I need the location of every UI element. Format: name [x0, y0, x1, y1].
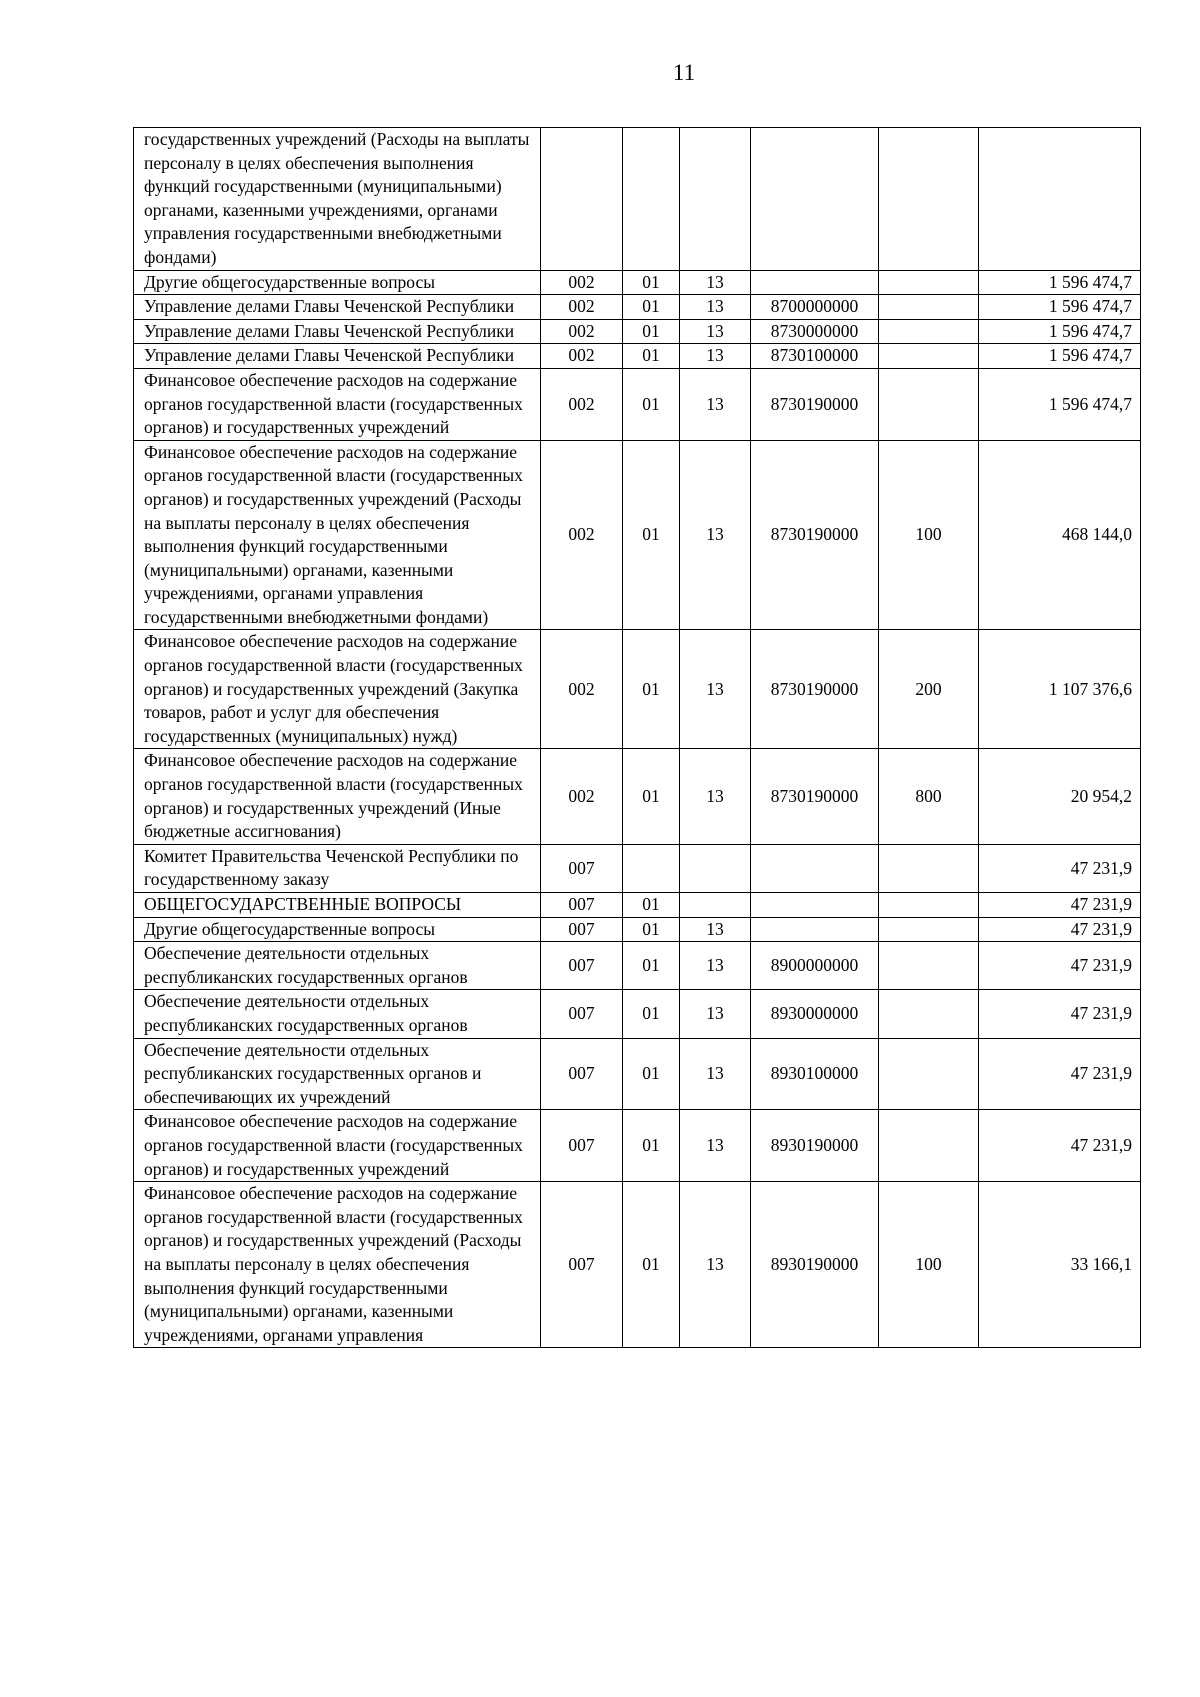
row-expense-type-code: 100: [879, 440, 979, 630]
row-subsection-code: [680, 893, 751, 918]
table-row: [134, 917, 1141, 942]
row-name: Финансовое обеспечение расходов на содержание органов государственной власти (государственных органов) и государственных учреждений (Расходы на выплаты персоналу в целях обеспечения выполнения функций государственными (муниципальными) органами, казенными учреждениями, органами управления государственными внебюджетными фондами): [134, 440, 541, 630]
row-target-article-code: [751, 917, 879, 942]
row-expense-type-code: [879, 295, 979, 320]
row-expense-type-code: [879, 368, 979, 440]
table-row: [134, 1038, 1141, 1110]
row-amount: 1 596 474,7: [979, 344, 1141, 369]
row-section-code: 01: [623, 917, 680, 942]
row-target-article-code: 8930190000: [751, 1110, 879, 1182]
row-target-article-code: [751, 128, 879, 271]
row-target-article-code: [751, 844, 879, 892]
row-expense-type-code: [879, 344, 979, 369]
row-expense-type-code: 800: [879, 749, 979, 844]
row-name: Другие общегосударственные вопросы: [134, 270, 541, 295]
row-amount: 47 231,9: [979, 917, 1141, 942]
row-target-article-code: 8930190000: [751, 1182, 879, 1348]
row-subsection-code: 13: [680, 1038, 751, 1110]
row-expense-type-code: [879, 319, 979, 344]
table-row: [134, 128, 1141, 271]
row-ministry-code: 002: [541, 319, 623, 344]
row-subsection-code: [680, 844, 751, 892]
row-section-code: [623, 844, 680, 892]
row-expense-type-code: [879, 128, 979, 271]
row-ministry-code: 002: [541, 749, 623, 844]
row-section-code: 01: [623, 893, 680, 918]
row-subsection-code: 13: [680, 630, 751, 749]
table-row: [134, 844, 1141, 892]
row-target-article-code: 8730190000: [751, 368, 879, 440]
row-ministry-code: 007: [541, 844, 623, 892]
row-subsection-code: 13: [680, 270, 751, 295]
table-row: [134, 295, 1141, 320]
row-expense-type-code: [879, 917, 979, 942]
row-name: Обеспечение деятельности отдельных республиканских государственных органов: [134, 942, 541, 990]
row-expense-type-code: 100: [879, 1182, 979, 1348]
row-ministry-code: 007: [541, 917, 623, 942]
row-section-code: 01: [623, 990, 680, 1038]
row-amount: 47 231,9: [979, 844, 1141, 892]
row-name: Комитет Правительства Чеченской Республики по государственному заказу: [134, 844, 541, 892]
row-amount: 1 596 474,7: [979, 368, 1141, 440]
row-target-article-code: [751, 893, 879, 918]
row-name: государственных учреждений (Расходы на выплаты персоналу в целях обеспечения выполнения функций государственными (муниципальными) органами, казенными учреждениями, органами управления государственными внебюджетными фондами): [134, 128, 541, 271]
row-amount: 468 144,0: [979, 440, 1141, 630]
row-section-code: 01: [623, 942, 680, 990]
row-subsection-code: 13: [680, 319, 751, 344]
row-subsection-code: 13: [680, 917, 751, 942]
row-expense-type-code: [879, 942, 979, 990]
row-expense-type-code: [879, 844, 979, 892]
row-subsection-code: 13: [680, 344, 751, 369]
row-section-code: 01: [623, 630, 680, 749]
row-ministry-code: 007: [541, 942, 623, 990]
row-name: Обеспечение деятельности отдельных республиканских государственных органов: [134, 990, 541, 1038]
row-target-article-code: 8930100000: [751, 1038, 879, 1110]
row-ministry-code: 007: [541, 1182, 623, 1348]
budget-table-body: [134, 128, 1141, 1348]
table-row: [134, 1110, 1141, 1182]
row-name: Финансовое обеспечение расходов на содержание органов государственной власти (государственных органов) и государственных учреждений (Закупка товаров, работ и услуг для обеспечения государственных (муниципальных) нужд): [134, 630, 541, 749]
table-row: [134, 749, 1141, 844]
row-name: Другие общегосударственные вопросы: [134, 917, 541, 942]
page-number: 11: [672, 60, 696, 85]
row-section-code: 01: [623, 440, 680, 630]
row-name: Обеспечение деятельности отдельных республиканских государственных органов и обеспечивающих их учреждений: [134, 1038, 541, 1110]
row-amount: 47 231,9: [979, 1038, 1141, 1110]
row-ministry-code: [541, 128, 623, 271]
row-subsection-code: 13: [680, 749, 751, 844]
row-section-code: 01: [623, 368, 680, 440]
row-target-article-code: 8730100000: [751, 344, 879, 369]
row-ministry-code: 007: [541, 893, 623, 918]
row-name: Финансовое обеспечение расходов на содержание органов государственной власти (государственных органов) и государственных учреждений: [134, 368, 541, 440]
table-row: [134, 1182, 1141, 1348]
row-subsection-code: [680, 128, 751, 271]
row-expense-type-code: 200: [879, 630, 979, 749]
row-amount: 33 166,1: [979, 1182, 1141, 1348]
table-row: [134, 942, 1141, 990]
row-subsection-code: 13: [680, 1182, 751, 1348]
row-amount: 47 231,9: [979, 942, 1141, 990]
row-amount: 47 231,9: [979, 893, 1141, 918]
row-ministry-code: 002: [541, 344, 623, 369]
row-target-article-code: 8730190000: [751, 749, 879, 844]
row-amount: [979, 128, 1141, 271]
row-section-code: 01: [623, 344, 680, 369]
row-amount: 1 107 376,6: [979, 630, 1141, 749]
table-row: [134, 630, 1141, 749]
row-amount: 20 954,2: [979, 749, 1141, 844]
row-amount: 1 596 474,7: [979, 295, 1141, 320]
row-amount: 1 596 474,7: [979, 319, 1141, 344]
row-ministry-code: 002: [541, 440, 623, 630]
row-target-article-code: 8730000000: [751, 319, 879, 344]
row-expense-type-code: [879, 1110, 979, 1182]
row-amount: 47 231,9: [979, 990, 1141, 1038]
row-target-article-code: 8930000000: [751, 990, 879, 1038]
table-row: [134, 440, 1141, 630]
row-target-article-code: 8900000000: [751, 942, 879, 990]
row-section-code: 01: [623, 1038, 680, 1110]
row-subsection-code: 13: [680, 990, 751, 1038]
row-ministry-code: 007: [541, 990, 623, 1038]
row-expense-type-code: [879, 990, 979, 1038]
row-target-article-code: 8730190000: [751, 440, 879, 630]
row-subsection-code: 13: [680, 368, 751, 440]
row-section-code: [623, 128, 680, 271]
row-target-article-code: 8700000000: [751, 295, 879, 320]
row-name: ОБЩЕГОСУДАРСТВЕННЫЕ ВОПРОСЫ: [134, 893, 541, 918]
table-row: [134, 990, 1141, 1038]
row-section-code: 01: [623, 749, 680, 844]
row-subsection-code: 13: [680, 440, 751, 630]
budget-table: [133, 127, 1141, 1348]
table-row: [134, 344, 1141, 369]
row-ministry-code: 002: [541, 295, 623, 320]
row-name: Управление делами Главы Чеченской Республики: [134, 295, 541, 320]
row-name: Финансовое обеспечение расходов на содержание органов государственной власти (государственных органов) и государственных учреждений: [134, 1110, 541, 1182]
row-name: Финансовое обеспечение расходов на содержание органов государственной власти (государственных органов) и государственных учреждений (Иные бюджетные ассигнования): [134, 749, 541, 844]
row-target-article-code: [751, 270, 879, 295]
row-subsection-code: 13: [680, 942, 751, 990]
row-target-article-code: 8730190000: [751, 630, 879, 749]
row-section-code: 01: [623, 295, 680, 320]
row-amount: 1 596 474,7: [979, 270, 1141, 295]
row-ministry-code: 007: [541, 1110, 623, 1182]
row-section-code: 01: [623, 1110, 680, 1182]
row-name: Управление делами Главы Чеченской Республики: [134, 319, 541, 344]
row-section-code: 01: [623, 319, 680, 344]
row-amount: 47 231,9: [979, 1110, 1141, 1182]
row-ministry-code: 002: [541, 270, 623, 295]
row-name: Управление делами Главы Чеченской Республики: [134, 344, 541, 369]
row-section-code: 01: [623, 1182, 680, 1348]
table-row: [134, 319, 1141, 344]
table-row: [134, 893, 1141, 918]
row-name: Финансовое обеспечение расходов на содержание органов государственной власти (государственных органов) и государственных учреждений (Расходы на выплаты персоналу в целях обеспечения выполнения функций государственными (муниципальными) органами, казенными учреждениями, органами управления: [134, 1182, 541, 1348]
row-expense-type-code: [879, 893, 979, 918]
row-expense-type-code: [879, 270, 979, 295]
row-ministry-code: 002: [541, 368, 623, 440]
row-expense-type-code: [879, 1038, 979, 1110]
table-row: [134, 368, 1141, 440]
row-section-code: 01: [623, 270, 680, 295]
row-subsection-code: 13: [680, 295, 751, 320]
table-row: [134, 270, 1141, 295]
row-ministry-code: 007: [541, 1038, 623, 1110]
row-subsection-code: 13: [680, 1110, 751, 1182]
row-ministry-code: 002: [541, 630, 623, 749]
